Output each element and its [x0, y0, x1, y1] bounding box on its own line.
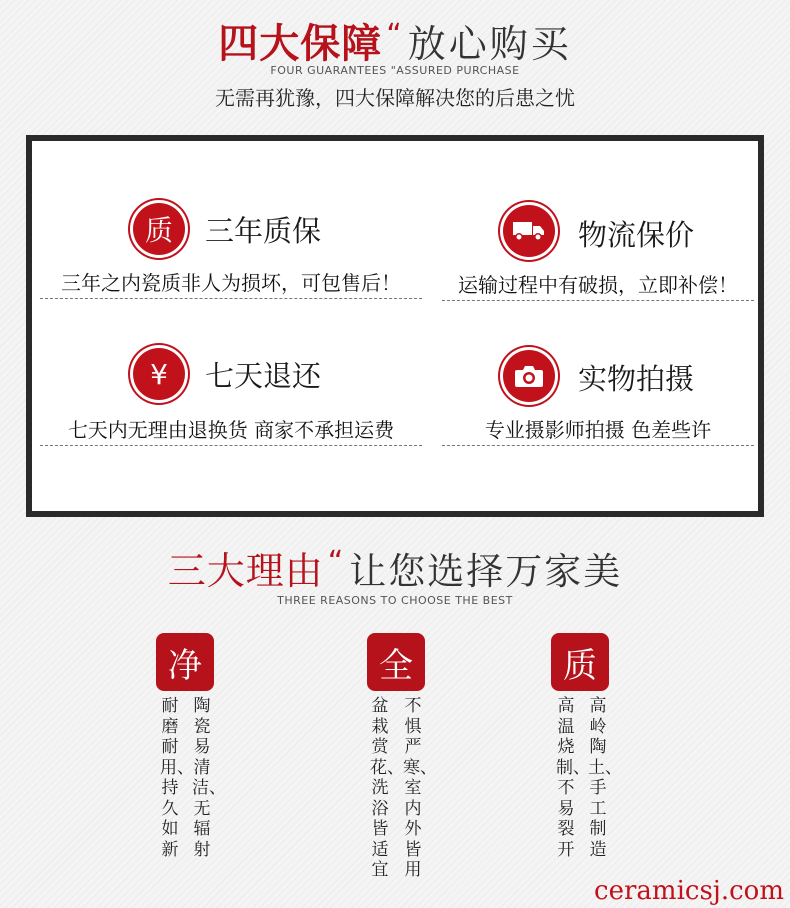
subtitle-english: FOUR GUARANTEES "ASSURED PURCHASE: [270, 64, 520, 77]
reason-complete-text-2: 盆栽赏花、洗浴皆适宜: [370, 696, 404, 880]
guarantee-desc-warranty: 三年之内瓷质非人为损坏，可包售后！: [40, 267, 422, 299]
quality-icon: 质: [133, 203, 185, 255]
title-grey-text: 放心购买: [407, 22, 572, 66]
guarantees-panel: [26, 135, 764, 517]
guarantee-desc-return: 七天内无理由退换货 商家不承担运费: [40, 414, 422, 446]
guarantee-desc-photo: 专业摄影师拍摄 色差些许: [442, 414, 754, 446]
reasons-subtitle-english: THREE REASONS TO CHOOSE THE BEST: [277, 594, 513, 607]
section-title-three-reasons: [0, 540, 790, 595]
reason-badge-clean: 净: [156, 633, 214, 691]
reasons-title-grey-text: 让您选择万家美: [349, 550, 623, 593]
guarantee-title-warranty: 三年质保: [205, 214, 322, 248]
guarantee-title-return: 七天退还: [205, 359, 322, 393]
guarantee-title-logistics: 物流保价: [578, 218, 695, 252]
reason-badge-quality: 质: [551, 633, 609, 691]
guarantee-desc-logistics: 运输过程中有破损，立即补偿！: [442, 269, 754, 301]
subtitle-chinese: 无需再犹豫，四大保障解决您的后患之忧: [215, 86, 575, 110]
reason-quality-text-2: 高温烧制、不易裂开: [556, 696, 590, 860]
reasons-title-red-text: 三大理由: [167, 549, 324, 593]
camera-icon: [503, 350, 555, 402]
reason-complete-text-1: 不惧严寒、室内外皆用: [403, 696, 437, 880]
site-watermark: ceramicsj.com: [594, 876, 784, 906]
reasons-title-quote-mark: “: [327, 545, 344, 580]
yen-icon: ¥: [133, 348, 185, 400]
truck-icon: [503, 205, 555, 257]
reason-quality-text-1: 高岭陶土、手工制造: [588, 696, 622, 860]
reason-clean-text-2: 耐磨耐用、持久如新: [160, 696, 194, 860]
title-quote-mark: “: [386, 18, 402, 53]
section-title-four-guarantees: [0, 12, 790, 69]
title-red-text: 四大保障: [218, 21, 383, 67]
guarantee-title-photo: 实物拍摄: [578, 362, 695, 396]
reason-clean-text-1: 陶瓷易清洁、无辐射: [192, 696, 226, 860]
reason-badge-complete: 全: [367, 633, 425, 691]
